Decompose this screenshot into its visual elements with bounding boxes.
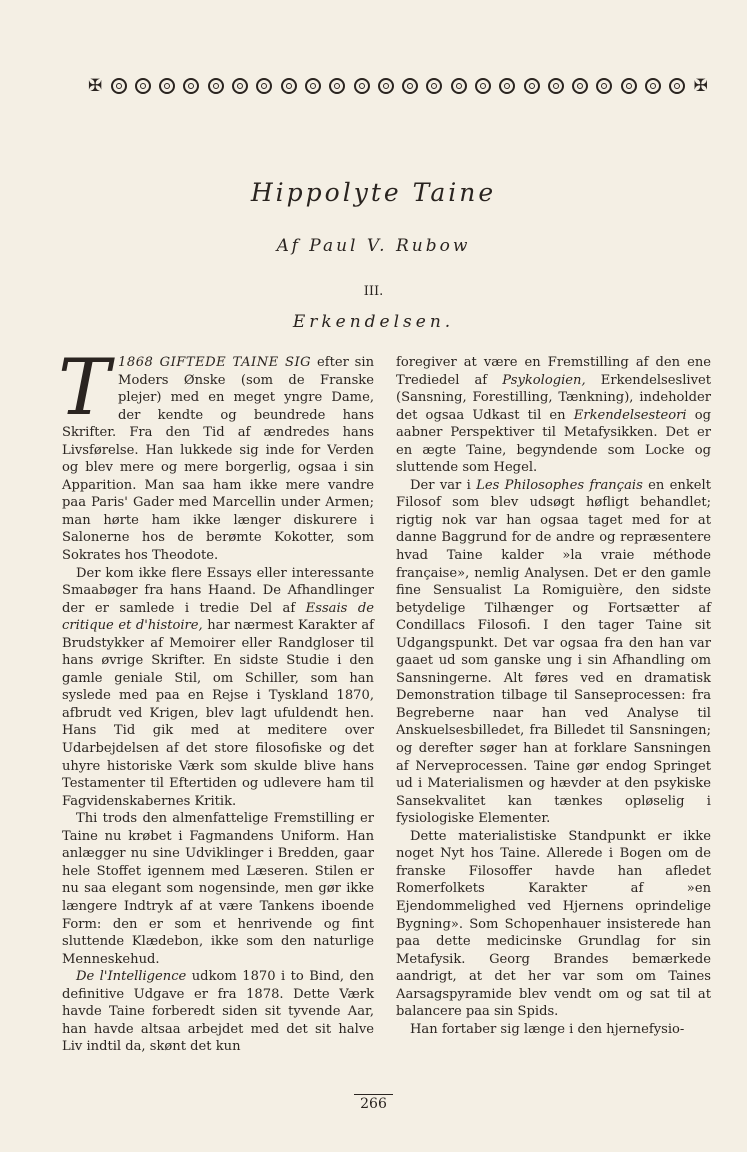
drop-cap: T bbox=[58, 343, 111, 433]
paragraph bbox=[396, 354, 711, 477]
paragraph-text: Erkendelseslivet (Sansning, Forestilling, Tænkning), indeholder det ogsaa Udkast til en bbox=[396, 372, 711, 423]
page-number bbox=[0, 1096, 747, 1112]
knot-ornament-icon bbox=[621, 78, 637, 94]
knot-ornament-icon bbox=[208, 78, 224, 94]
knot-ornament-icon bbox=[305, 78, 321, 94]
knot-ornament-icon bbox=[183, 78, 199, 94]
paragraph bbox=[58, 343, 375, 565]
paragraph-text: og aabner Perspektiver til Metafysikken. Det er en ægte Taine, begyndende som Locke og sluttende som Hegel. bbox=[396, 407, 711, 476]
knot-ornament-icon bbox=[645, 78, 661, 94]
knot-ornament-icon bbox=[232, 78, 248, 94]
paragraph-text: har nærmest Karakter af Brudstykker af Memoirer eller Randgloser til hans øvrige Skrifter. En sidste Studie i den gamle geniale Stil, om Schiller, som han syslede med paa en Rejse i Tyskland 1870, afbrudt ved Krigen, blev lagt ufuldendt hen. Hans Tid gik med at meditere over Udarbejdelsen af det store filosofiske og det uhyre historiske Værk som skulde blive hans Testamenter til Eftertiden og udlevere ham til Fagvidenskabernes Kritik. bbox=[62, 618, 374, 809]
knot-ornament-icon bbox=[329, 78, 345, 94]
book-title: De l'Intelligence bbox=[76, 969, 187, 985]
knot-ornament-icon bbox=[135, 78, 151, 94]
paragraph bbox=[396, 1021, 711, 1039]
decorative-border bbox=[88, 74, 708, 98]
paragraph-text: Dette materialistiske Standpunkt er ikke noget Nyt hos Taine. Allerede i Bogen om de franske Filosoffer havde han afledet Romerfolkets Karakter af »en Ejendommelighed ved Hjernens oprindelige Bygning». Som Schopenhauer insisterede han paa dette medicinske Grundlag for sin Metafysik. Georg Brandes bemærkede aandrigt, at det her var som om Taines Aarsagspyramide blev vendt om og sat til at balancere paa sin Spids. bbox=[396, 828, 711, 1020]
knot-ornament-icon bbox=[596, 78, 612, 94]
page-number-text: 266 bbox=[354, 1094, 393, 1112]
paragraph-text: Thi trods den almenfattelige Fremstilling er Taine nu krøbet i Fagmandens Uniform. Han anlægger nu sine Udviklinger i Bredden, gaar hele Stoffet igennem med Læseren. Stilen er nu saa elegant som nogensinde, men gør ikke længere Indtryk af at være Tankens iboende Form: den er som et henrivende og fint sluttende Klædebon, ikke som den naturlige Menneskehud. bbox=[62, 811, 374, 967]
knot-ornament-icon bbox=[159, 78, 175, 94]
knot-ornament-icon bbox=[426, 78, 442, 94]
paragraph-text: foregiver at være en Fremstilling af den ene Trediedel af bbox=[396, 355, 711, 388]
emphasis-text: Erkendelsesteori bbox=[573, 407, 687, 423]
paragraph-text: en enkelt Filosof som blev udsøgt høfligt behandlet; rigtig nok var han ogsaa taget med for at danne Baggrund for de andre og repræsentere hvad Taine kalder »la vraie méthode française», nemlig Analysen. Det er den gamle fine Sensualist La Romiguière, den sidste betydelige Tilhænger og Fortsætter af Condillacs Filosofi. I den tager Taine sit Udgangspunkt. Det var ogsaa fra den han var gaaet ud som ganske ung i sin Afhandling om Sansningerne. Alt føres ved en dramatisk Demonstration tilbage til Sanseprocessen: fra Begreberne naar han ved Analyse til Anskuelsesbilledet, fra Billedet til Sansningen; og derefter søger han at forklare Sansningen af Nerveprocessen. Taine gør endog Springet ud i Materialismen og hævder at den psykiske Sansekvalitet kan tænkes opløselig i fysiologiske Elementer. bbox=[396, 477, 711, 827]
paragraph bbox=[62, 565, 374, 811]
book-title: Les Philosophes français bbox=[476, 477, 643, 493]
cross-ornament-icon: ✠ bbox=[693, 76, 708, 96]
knot-ornament-icon bbox=[669, 78, 685, 94]
knot-ornament-icon bbox=[354, 78, 370, 94]
paragraph bbox=[62, 810, 374, 968]
section-subtitle: Erkendelsen. bbox=[292, 312, 455, 332]
right-column bbox=[396, 354, 711, 1038]
paragraph-text: Der kom ikke flere Essays eller interessante Smaabøger fra hans Haand. De Afhandlinger der er samlede i tredie Del af bbox=[62, 565, 374, 616]
cross-ornament-icon: ✠ bbox=[88, 76, 103, 96]
lead-in: 1868 GIFTEDE TAINE SIG bbox=[118, 355, 312, 370]
book-title: Psykologien, bbox=[502, 372, 586, 388]
paragraph-text: Han fortaber sig længe i den hjernefysio- bbox=[410, 1021, 685, 1037]
paragraph bbox=[396, 477, 711, 828]
paragraph-text: efter sin Moders Ønske (som de Franske plejer) med en meget yngre Dame, der kendte og beundrede hans Skrifter. Fra den Tid af ændredes hans Livsførelse. Han lukkede sig inde for Verden og blev mere og mere borgerlig, ogsaa i sin Apparition. Man saa ham ikke mere vandre paa Paris' Gader med Marcellin under Armen; man hørte ham ikke længer diskurere i Salonerne hos de berømte Kokotter, som Sokrates hos Theodote. bbox=[62, 355, 375, 564]
paragraph-text: udkom 1870 i to Bind, den definitive Udgave er fra 1878. Dette Værk havde Taine forberedt siden sit tyvende Aar, han havde altsaa arbejdet med det sit halve Liv indtil da, skønt det kun bbox=[62, 969, 374, 1055]
knot-ornament-icon bbox=[499, 78, 515, 94]
knot-ornament-icon bbox=[475, 78, 491, 94]
author-byline: Af Paul V. Rubow bbox=[276, 236, 471, 256]
knot-ornament-icon bbox=[402, 78, 418, 94]
knot-ornament-icon bbox=[572, 78, 588, 94]
article-title: Hippolyte Taine bbox=[250, 178, 497, 207]
knot-ornament-icon bbox=[548, 78, 564, 94]
paragraph bbox=[396, 828, 711, 1021]
knot-ornament-icon bbox=[281, 78, 297, 94]
book-title: Essais de critique et d'histoire, bbox=[62, 600, 374, 634]
paragraph bbox=[62, 968, 374, 1056]
knot-ornament-icon bbox=[256, 78, 272, 94]
knot-ornament-icon bbox=[451, 78, 467, 94]
knot-ornament-icon bbox=[111, 78, 127, 94]
left-column bbox=[58, 343, 375, 1056]
paragraph-text: Der var i bbox=[410, 477, 477, 493]
knot-ornament-icon bbox=[524, 78, 540, 94]
knot-ornament-icon bbox=[378, 78, 394, 94]
part-number: III. bbox=[363, 284, 384, 299]
